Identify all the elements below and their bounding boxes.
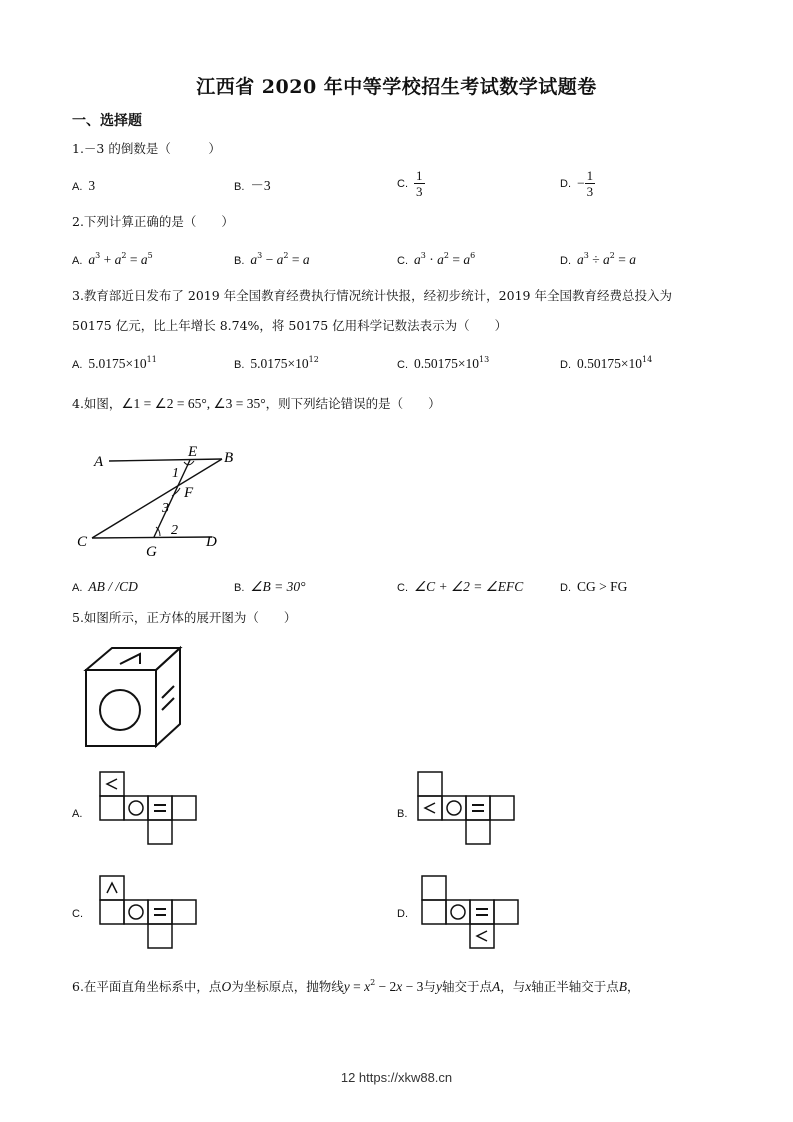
q4-option-c: C. ∠C + ∠2 = ∠EFC [397, 579, 524, 594]
q5-option-d-label: D. [397, 908, 408, 920]
label-a: A [94, 454, 104, 470]
label-e: E [188, 444, 198, 460]
less-than-icon [425, 803, 435, 813]
label-c: C [77, 534, 88, 550]
q5-option-c-net [98, 874, 202, 950]
q5-option-b-label: B. [397, 808, 408, 820]
line-cd [92, 537, 212, 538]
slash-mark-icon [162, 698, 174, 710]
line-bc [92, 459, 222, 538]
section-heading: 一、选择题 [72, 113, 142, 129]
q4-option-d: D. CG > FG [560, 579, 628, 594]
q5-option-a-label: A. [72, 808, 83, 820]
slash-mark-icon [162, 686, 174, 698]
circle-icon [447, 801, 461, 815]
circle-icon [129, 801, 143, 815]
label-angle-3: 3 [162, 501, 169, 516]
label-g: G [146, 544, 157, 560]
angle-symbol-icon [120, 654, 140, 664]
q2-option-c: C. $a^3 \cdot a^2 = a^6$ [397, 251, 476, 267]
page-title: 江西省 2020 年中等学校招生考试数学试题卷 [196, 76, 597, 98]
label-b: B [224, 450, 234, 466]
q5-cube-figure [78, 640, 186, 752]
q1-option-d: D. − $\frac{1}{3}$ [560, 168, 594, 199]
q5-option-b-net [416, 770, 526, 846]
q2-option-d: D. $a^3 \div a^2 = a$ [560, 251, 636, 267]
q4-option-a: A. AB / /CD [72, 579, 138, 594]
label-d: D [206, 534, 217, 550]
q3-option-d: D. $0.50175\times 10^{14}$ [560, 355, 653, 371]
q5-option-c-label: C. [72, 908, 83, 920]
question-3-stem-line1: 3.教育部近日发布了 2019 年全国教育经费执行情况统计快报，经初步统计，2019 年全国教育经费总投入为 [72, 288, 672, 303]
q4-option-b: B. ∠B = 30° [234, 579, 306, 594]
label-angle-2: 2 [171, 523, 178, 538]
question-3-stem-line2: 50175 亿元，比上年增长 8.74%，将 50175 亿用科学记数法表示为（ ） [72, 318, 508, 333]
question-5-stem: 5.如图所示，正方体的展开图为（ ） [72, 610, 297, 625]
q5-option-d-net [420, 874, 530, 950]
less-than-icon [107, 779, 117, 789]
question-2-stem: 2.下列计算正确的是（ ） [72, 214, 234, 229]
circle-icon [100, 690, 140, 730]
question-1-stem: 1.－3 的倒数是（ ） [72, 141, 221, 156]
q1-option-b: B. －3 [234, 178, 271, 193]
q4-geometry-figure [72, 440, 252, 565]
less-than-icon [477, 931, 487, 941]
q1-option-a: A. 3 [72, 178, 96, 193]
caret-up-icon [107, 883, 117, 893]
circle-icon [129, 905, 143, 919]
question-4-stem: 4.如图，∠1 = ∠2 = 65°, ∠3 = 35°，则下列结论错误的是（ ） [72, 396, 441, 411]
line-ab [109, 459, 222, 461]
q1-option-c: C. $\frac{1}{3}$ [397, 168, 423, 199]
q2-option-a: A. $a^3 + a^2 = a^5$ [72, 251, 153, 267]
label-angle-1: 1 [172, 466, 179, 481]
page-footer: 12 https://xkw88.cn [340, 1070, 453, 1085]
question-6-stem: 6.在平面直角坐标系中，点O为坐标原点，抛物线$y = x^2 - 2x - 3$与y轴交于点A，与x轴正半轴交于点B， [72, 978, 640, 994]
q3-option-b: B. $5.0175\times 10^{12}$ [234, 355, 319, 371]
q2-option-b: B. $a^3 - a^2 = a$ [234, 251, 310, 267]
q3-option-a: A. $5.0175\times 10^{11}$ [72, 355, 157, 371]
circle-icon [451, 905, 465, 919]
q5-option-a-net [98, 770, 202, 846]
q3-option-c: C. $0.50175\times 10^{13}$ [397, 355, 490, 371]
label-f: F [184, 485, 194, 501]
